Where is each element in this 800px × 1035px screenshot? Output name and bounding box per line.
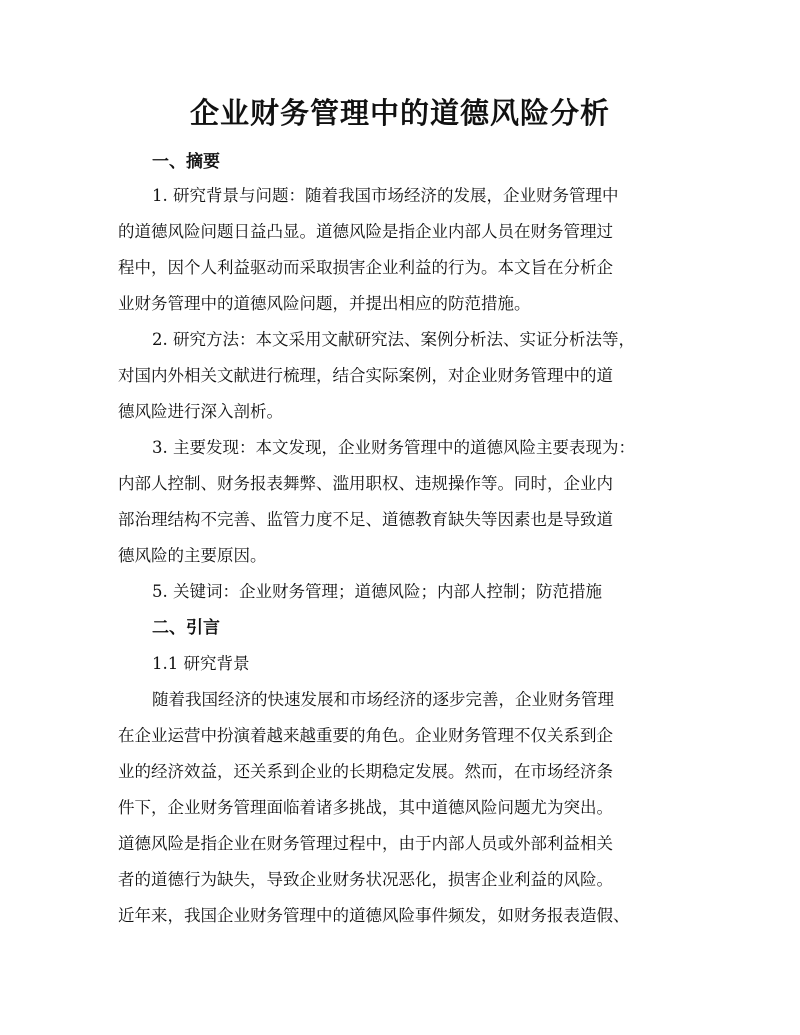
paragraph-line: 德风险的主要原因。 bbox=[118, 546, 267, 565]
section-heading-introduction: 二、引言 bbox=[152, 618, 220, 638]
document-title: 企业财务管理中的道德风险分析 bbox=[189, 96, 610, 130]
paragraph-line: 者的道德行为缺失，导致企业财务状况恶化，损害企业利益的风险。 bbox=[118, 870, 613, 889]
paragraph-line: 在企业运营中扮演着越来越重要的角色。企业财务管理不仅关系到企 bbox=[118, 726, 613, 745]
paragraph-line: 的道德风险问题日益凸显。道德风险是指企业内部人员在财务管理过 bbox=[118, 222, 613, 241]
paragraph-line: 程中，因个人利益驱动而采取损害企业利益的行为。本文旨在分析企 bbox=[118, 258, 613, 277]
paragraph-line: 内部人控制、财务报表舞弊、滥用职权、违规操作等。同时，企业内 bbox=[118, 474, 613, 493]
paragraph-line: 5. 关键词：企业财务管理；道德风险；内部人控制；防范措施 bbox=[152, 582, 602, 601]
paragraph-line: 业财务管理中的道德风险问题，并提出相应的防范措施。 bbox=[118, 294, 531, 313]
paragraph-line: 对国内外相关文献进行梳理，结合实际案例，对企业财务管理中的道 bbox=[118, 366, 613, 385]
section-heading-abstract: 一、摘要 bbox=[152, 152, 220, 172]
paragraph-line: 随着我国经济的快速发展和市场经济的逐步完善，企业财务管理 bbox=[152, 690, 614, 709]
paragraph-line: 2. 研究方法：本文采用文献研究法、案例分析法、实证分析法等， bbox=[152, 330, 635, 349]
paragraph-line: 1. 研究背景与问题：随着我国市场经济的发展，企业财务管理中 bbox=[152, 186, 619, 205]
subsection-heading: 1.1 研究背景 bbox=[152, 654, 250, 673]
paragraph-line: 部治理结构不完善、监管力度不足、道德教育缺失等因素也是导致道 bbox=[118, 510, 613, 529]
paragraph-line: 件下，企业财务管理面临着诸多挑战，其中道德风险问题尤为突出。 bbox=[118, 798, 613, 817]
paragraph-line: 业的经济效益，还关系到企业的长期稳定发展。然而，在市场经济条 bbox=[118, 762, 613, 781]
paragraph-line: 德风险进行深入剖析。 bbox=[118, 402, 283, 421]
paragraph-line: 近年来，我国企业财务管理中的道德风险事件频发，如财务报表造假、 bbox=[118, 906, 630, 925]
paragraph-line: 道德风险是指企业在财务管理过程中，由于内部人员或外部利益相关 bbox=[118, 834, 613, 853]
paragraph-line: 3. 主要发现：本文发现，企业财务管理中的道德风险主要表现为： bbox=[152, 438, 635, 457]
